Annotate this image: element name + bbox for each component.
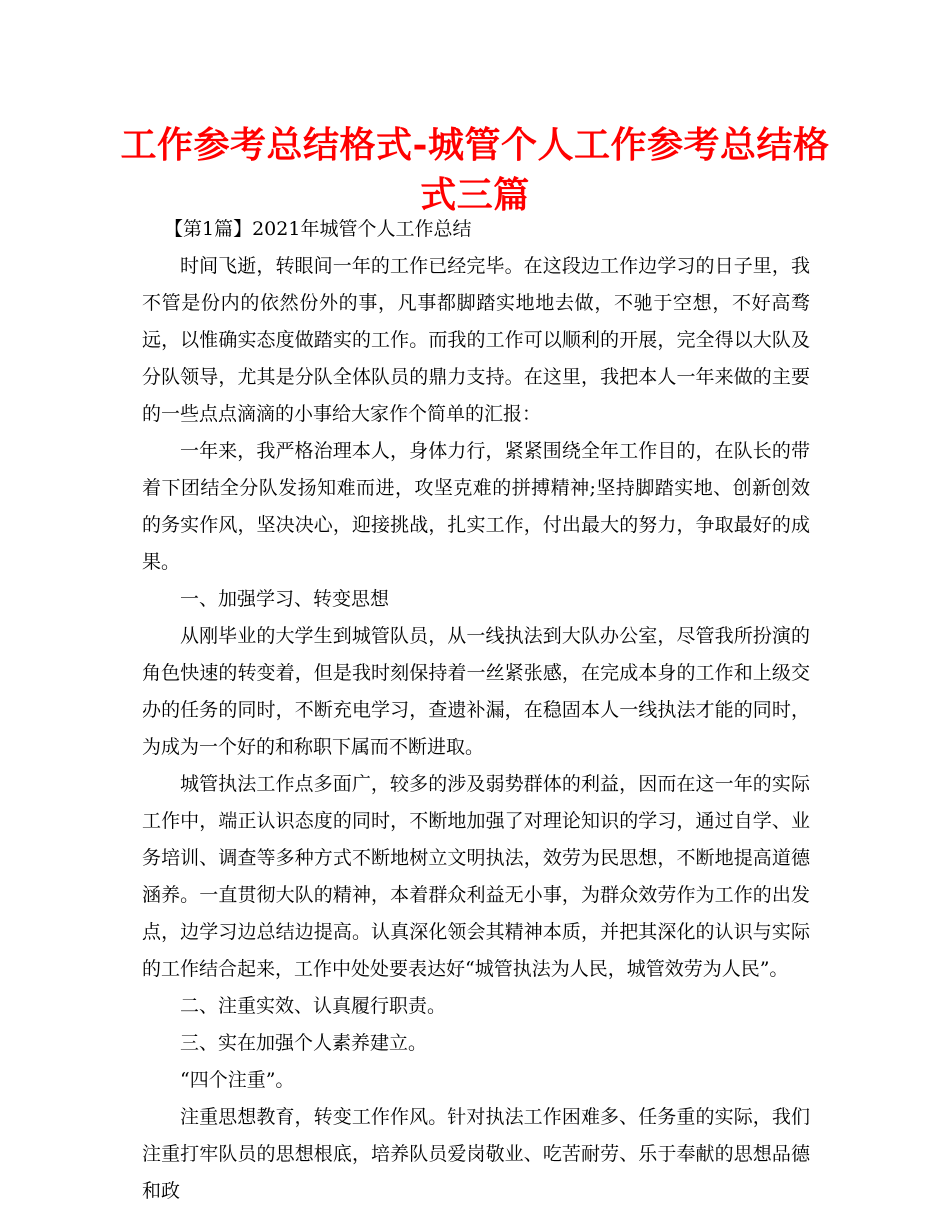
document-title: 工作参考总结格式-城管个人工作参考总结格式三篇 xyxy=(120,124,830,216)
paragraph: 城管执法工作点多面广，较多的涉及弱势群体的利益，因而在这一年的实际工作中，端正认识态度的同时，不断地加强了对理论知识的学习，通过自学、业务培训、调查等多种方式不断地树立文明执法，效劳为民思想，不断地提高道德涵养。一直贯彻大队的精神，本着群众利益无小事，为群众效劳作为工作的出发点，边学习边总结边提高。认真深化领会其精神本质，并把其深化的认识与实际的工作结合起来，工作中处处要表达好“城管执法为人民，城管效劳为人民”。 xyxy=(142,773,810,980)
section-heading: “四个注重”。 xyxy=(180,1069,295,1091)
paragraph: 一年来，我严格治理本人，身体力行，紧紧围绕全年工作目的，在队长的带着下团结全分队发扬知难而进，攻坚克难的拼搏精神;坚持脚踏实地、创新创效的务实作风，坚决决心，迎接挑战，扎实工作，付出最大的努力，争取最好的成果。 xyxy=(142,440,810,573)
document-subtitle: 【第1篇】2021年城管个人工作总结 xyxy=(164,218,472,240)
document-body xyxy=(142,211,810,1210)
section-heading: 一、加强学习、转变思想 xyxy=(180,588,390,610)
paragraph: 注重思想教育，转变工作作风。针对执法工作困难多、任务重的实际，我们注重打牢队员的思想根底，培养队员爱岗敬业、吃苦耐劳、乐于奉献的思想品德和政 xyxy=(142,1106,810,1202)
paragraph: 从刚毕业的大学生到城管队员，从一线执法到大队办公室，尽管我所扮演的角色快速的转变着，但是我时刻保持着一丝紧张感，在完成本身的工作和上级交办的任务的同时，不断充电学习，查遗补漏，在稳固本人一线执法才能的同时，为成为一个好的和称职下属而不断进取。 xyxy=(142,625,810,758)
section-heading: 二、注重实效、认真履行职责。 xyxy=(180,995,447,1017)
section-heading: 三、实在加强个人素养建立。 xyxy=(180,1032,428,1054)
paragraph: 时间飞逝，转眼间一年的工作已经完毕。在这段边工作边学习的日子里，我不管是份内的依然份外的事，凡事都脚踏实地地去做，不驰于空想，不好高骛远，以惟确实态度做踏实的工作。而我的工作可以顺利的开展，完全得以大队及分队领导，尤其是分队全体队员的鼎力支持。在这里，我把本人一年来做的主要的一些点点滴滴的小事给大家作个简单的汇报： xyxy=(142,255,810,425)
